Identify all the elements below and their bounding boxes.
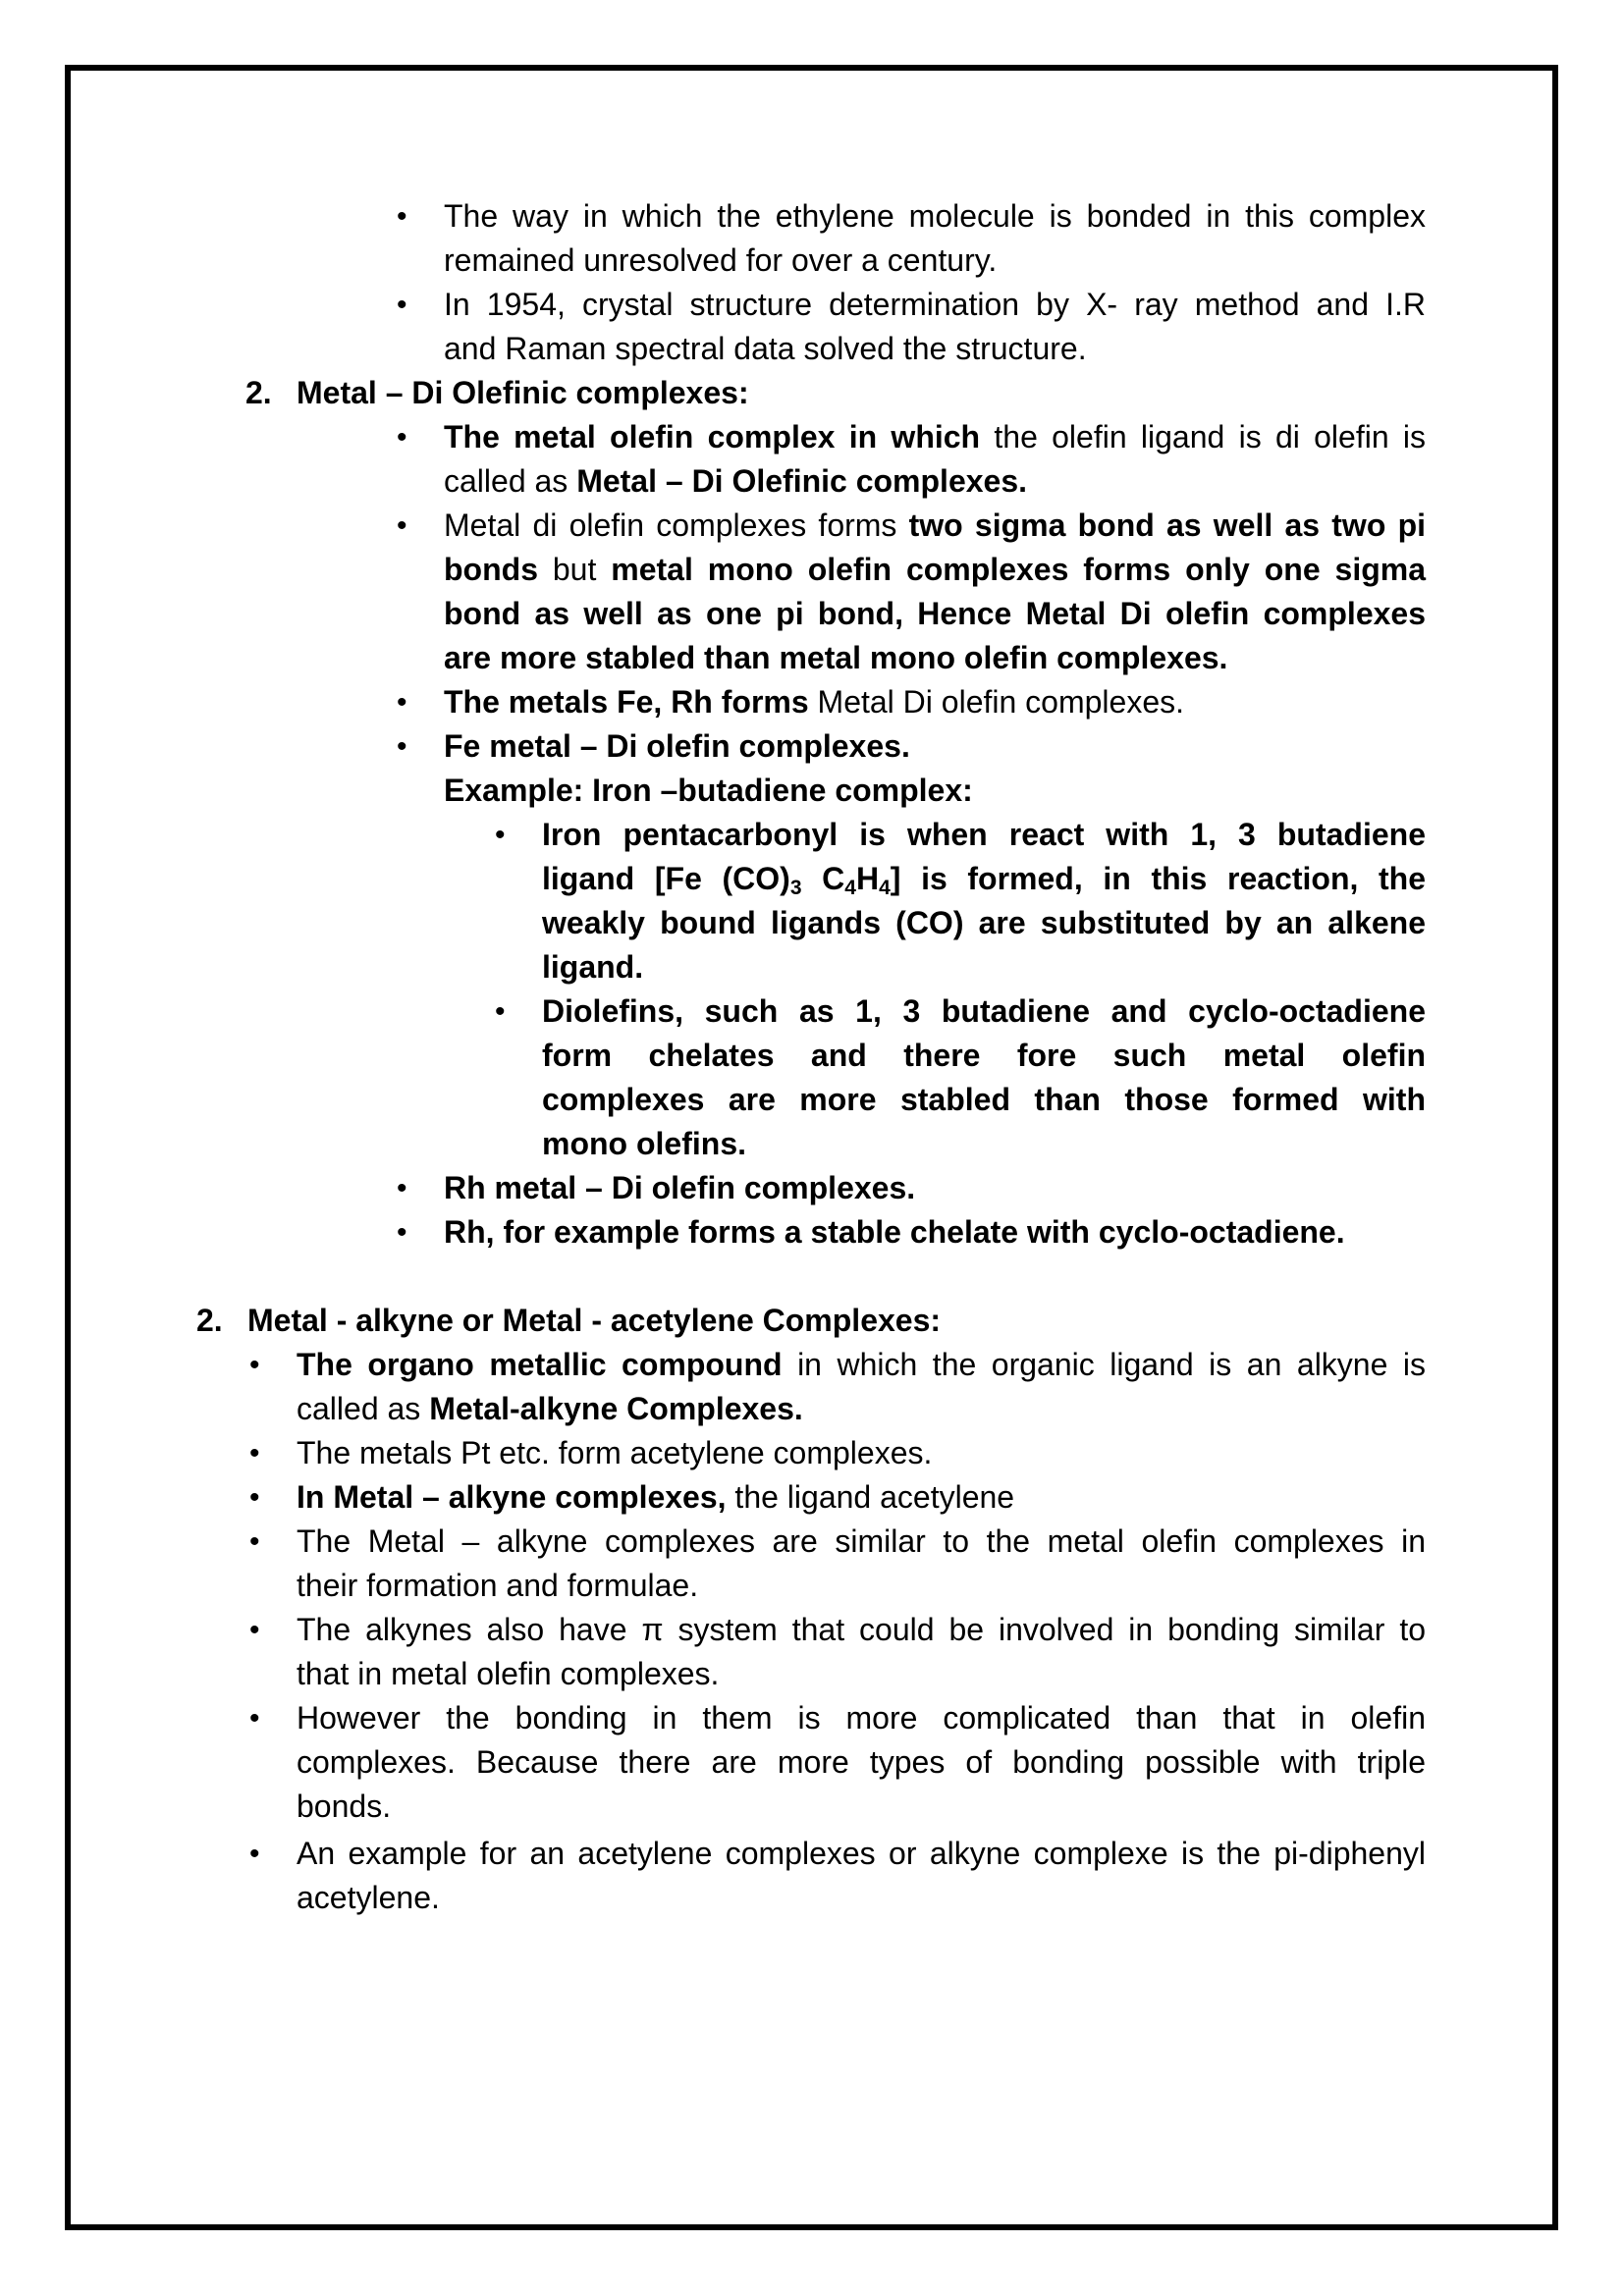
bullet-icon: • [495,995,506,1028]
subscript: 4 [879,877,891,899]
plain-text: the ligand acetylene [726,1479,1015,1515]
bullet-text: The alkynes also have π system that could be involved in bonding similar to [297,1612,1426,1647]
bullet-icon: • [397,200,407,233]
bullet-text: bonds. [297,1789,392,1824]
bullet-text [444,548,1426,592]
bold-text: The metal olefin complex in which [444,419,981,454]
example-label: Example: Iron –butadiene complex: [444,773,973,808]
bullet-icon: • [397,421,407,454]
formula-text: ] is formed, in this reaction, the [890,861,1427,896]
sub-bullet-text: mono olefins. [542,1126,746,1161]
bullet-icon: • [249,1525,260,1558]
plain-text: called as [444,463,577,499]
bold-text: two sigma bond as well as two pi [908,507,1426,543]
plain-text: in which the organic ligand is an alkyne is [782,1347,1427,1382]
page-border [65,65,1558,2230]
bullet-text [444,504,1426,548]
bullet-text: are more stabled than metal mono olefin complexes. [444,640,1228,675]
sub-bullet-text: Iron pentacarbonyl is when react with 1, 3 butadiene [542,817,1426,852]
bold-text: The metals Fe, Rh forms [444,684,809,720]
bold-text: metal mono olefin complexes forms only one sigma [611,552,1427,587]
bullet-text [444,415,1426,459]
bullet-text: remained unresolved for over a century. [444,242,998,278]
sub-bullet-text: complexes are more stabled than those formed with [542,1082,1426,1117]
plain-text: the olefin ligand is di olefin is [980,419,1427,454]
bullet-text: that in metal olefin complexes. [297,1656,720,1691]
plain-text: but [537,552,612,587]
bullet-icon: • [397,1216,407,1249]
formula-text: ligand [Fe (CO) [542,861,790,896]
bullet-icon: • [397,1172,407,1204]
bullet-text [444,459,1027,504]
section-heading: Metal - alkyne or Metal - acetylene Complexes: [247,1303,942,1338]
section-heading: Metal – Di Olefinic complexes: [297,375,749,410]
bullet-text: acetylene. [297,1880,440,1915]
bullet-text: The way in which the ethylene molecule is bonded in this complex [444,198,1426,234]
bullet-text: The metals Pt etc. form acetylene complexes. [297,1435,933,1470]
sub-bullet-text: Diolefins, such as 1, 3 butadiene and cyclo-octadiene [542,993,1426,1029]
bullet-text [297,1387,803,1431]
subscript: 3 [789,877,802,899]
section-number: 2. [196,1303,223,1338]
plain-text: Metal Di olefin complexes. [808,684,1185,720]
bullet-text [297,1475,1014,1520]
bold-text: The organo metallic compound [297,1347,783,1382]
bullet-text: complexes. Because there are more types of bonding possible with triple [297,1744,1426,1780]
bold-text: Metal – Di Olefinic complexes. [576,463,1028,499]
sub-bullet-text: form chelates and there fore such metal olefin [542,1038,1426,1073]
bullet-icon: • [397,509,407,542]
bullet-icon: • [249,1702,260,1735]
bullet-icon: • [495,819,506,851]
bullet-icon: • [249,1349,260,1381]
bullet-icon: • [249,1614,260,1646]
bullet-icon: • [249,1437,260,1469]
subscript: 4 [844,877,856,899]
bullet-text [297,1343,1426,1387]
bullet-icon: • [249,1838,260,1870]
section-number: 2. [245,375,272,410]
bullet-text: An example for an acetylene complexes or alkyne complexe is the pi-diphenyl [297,1836,1426,1871]
bullet-text: However the bonding in them is more complicated than that in olefin [297,1700,1426,1735]
bullet-text: The Metal – alkyne complexes are similar to the metal olefin complexes in [297,1523,1426,1559]
sub-bullet-text: ligand. [542,949,644,985]
bullet-text: their formation and formulae. [297,1568,699,1603]
bullet-text: Rh metal – Di olefin complexes. [444,1170,916,1205]
formula-text: C [801,861,845,896]
sub-bullet-text: weakly bound ligands (CO) are substituted by an alkene [542,905,1426,940]
formula-text: H [855,861,880,896]
bullet-text: In 1954, crystal structure determination by X- ray method and I.R [444,287,1426,322]
bullet-icon: • [249,1481,260,1514]
bold-text: bonds [444,552,538,587]
bullet-icon: • [397,730,407,763]
bullet-text: Rh, for example forms a stable chelate with cyclo-octadiene. [444,1214,1345,1250]
plain-text: called as [297,1391,430,1426]
bullet-icon: • [397,289,407,321]
bullet-icon: • [397,686,407,719]
bold-text: Metal-alkyne Complexes. [429,1391,803,1426]
plain-text: Metal di olefin complexes forms [444,507,909,543]
sub-bullet-text [542,857,1426,901]
bullet-text: and Raman spectral data solved the structure. [444,331,1087,366]
bold-text: In Metal – alkyne complexes, [297,1479,727,1515]
bullet-text: Fe metal – Di olefin complexes. [444,728,910,764]
bullet-text: bond as well as one pi bond, Hence Metal Di olefin complexes [444,596,1426,631]
bullet-text [444,680,1184,724]
